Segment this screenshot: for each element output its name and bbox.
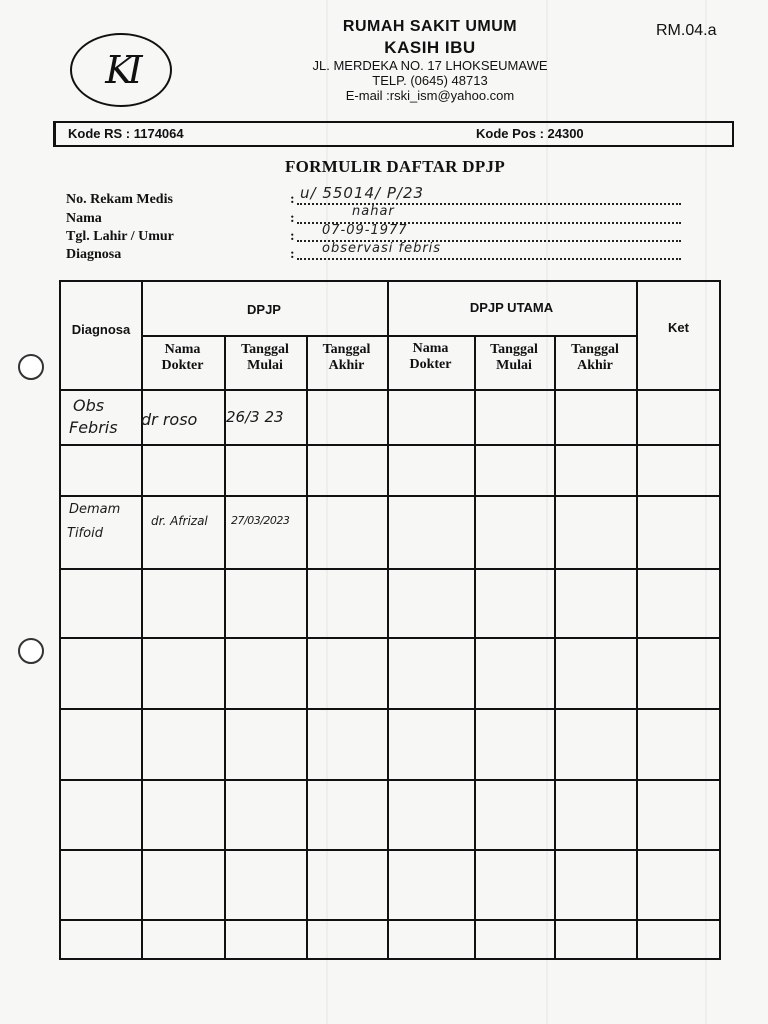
table-rule [554, 335, 556, 958]
dpjp-table [59, 280, 721, 960]
table-rule [61, 849, 719, 851]
row2-diagnosa-line2: Tifoid [67, 526, 103, 541]
header-ket: Ket [668, 320, 689, 335]
table-rule [61, 637, 719, 639]
table-rule [61, 389, 719, 391]
subheader-line: Tanggal [571, 342, 619, 357]
subheader-line: Mulai [247, 358, 283, 373]
table-rule [61, 708, 719, 710]
hospital-address: JL. MERDEKA NO. 17 LHOKSEUMAWE [312, 58, 548, 73]
table-rule [61, 919, 719, 921]
row1-diagnosa-line1: Obs [73, 396, 105, 415]
punch-hole [18, 638, 44, 664]
subheader-tanggal-akhir [306, 342, 387, 374]
row2-tanggal-mulai: 27/03/2023 [231, 514, 290, 527]
code-bar [53, 121, 734, 147]
kode-rs: Kode RS : 1174064 [68, 126, 184, 141]
table-rule [61, 495, 719, 497]
logo-monogram: KI [105, 48, 137, 92]
field-label-rekam-medis: No. Rekam Medis [66, 192, 173, 207]
subheader-line: Akhir [577, 358, 613, 373]
subheader-line: Nama [412, 341, 449, 356]
row1-diagnosa-line2: Febris [69, 418, 118, 437]
row1-dokter: dr roso [141, 410, 198, 429]
subheader-line: Nama [164, 342, 201, 357]
field-label-tgl-lahir: Tgl. Lahir / Umur [66, 229, 174, 244]
form-title: FORMULIR DAFTAR DPJP [284, 157, 506, 176]
field-value-nama: nahar [352, 204, 395, 219]
subheader-line: Tanggal [241, 342, 289, 357]
subheader-line: Mulai [496, 358, 532, 373]
field-colon: : [290, 192, 295, 207]
subheader-line: Dokter [161, 358, 204, 373]
subheader-line: Akhir [328, 358, 365, 373]
row2-dokter: dr. Afrizal [151, 514, 208, 528]
field-colon: : [290, 247, 295, 262]
table-rule [141, 282, 143, 958]
field-value-tgl-lahir: 07-09-1977 [322, 223, 408, 238]
punch-hole [18, 354, 44, 380]
field-value-diagnosa: observasi febris [322, 241, 442, 256]
subheader-nama-dokter [141, 342, 224, 374]
kode-pos: Kode Pos : 24300 [476, 126, 584, 141]
header-diagnosa: Diagnosa [71, 322, 131, 337]
subheader-line: Tanggal [490, 342, 538, 357]
table-rule [306, 335, 308, 958]
row2-diagnosa-line1: Demam [69, 502, 121, 517]
subheader-utama-tanggal-mulai [474, 342, 554, 374]
table-rule [636, 282, 638, 958]
table-rule [141, 335, 637, 337]
hospital-email: E-mail :rski_ism@yahoo.com [345, 88, 515, 103]
hospital-phone: TELP. (0645) 48713 [372, 73, 488, 88]
subheader-line: Tanggal [322, 342, 371, 357]
field-colon: : [290, 211, 295, 226]
field-line-diagnosa[interactable] [297, 258, 681, 260]
table-rule [387, 282, 389, 958]
field-label-diagnosa: Diagnosa [66, 247, 122, 262]
hospital-name: RUMAH SAKIT UMUM [342, 18, 518, 35]
subheader-utama-tanggal-akhir [554, 342, 636, 374]
table-rule [61, 779, 719, 781]
hospital-name-sub: KASIH IBU [384, 38, 476, 57]
subheader-utama-nama-dokter [387, 341, 474, 373]
subheader-line: Dokter [409, 357, 452, 372]
row1-tanggal-mulai: 26/3 23 [226, 408, 284, 426]
table-rule [61, 444, 719, 446]
field-value-rekam-medis: u/ 55014/ P/23 [300, 184, 425, 202]
field-colon: : [290, 229, 295, 244]
header-dpjp: DPJP [247, 302, 281, 317]
table-rule [474, 335, 476, 958]
table-rule [224, 335, 226, 958]
field-label-nama: Nama [66, 211, 102, 226]
form-code: RM.04.a [656, 22, 717, 39]
hospital-logo [70, 33, 172, 107]
table-rule [61, 568, 719, 570]
header-dpjp-utama: DPJP UTAMA [469, 300, 554, 315]
subheader-tanggal-mulai [224, 342, 306, 374]
